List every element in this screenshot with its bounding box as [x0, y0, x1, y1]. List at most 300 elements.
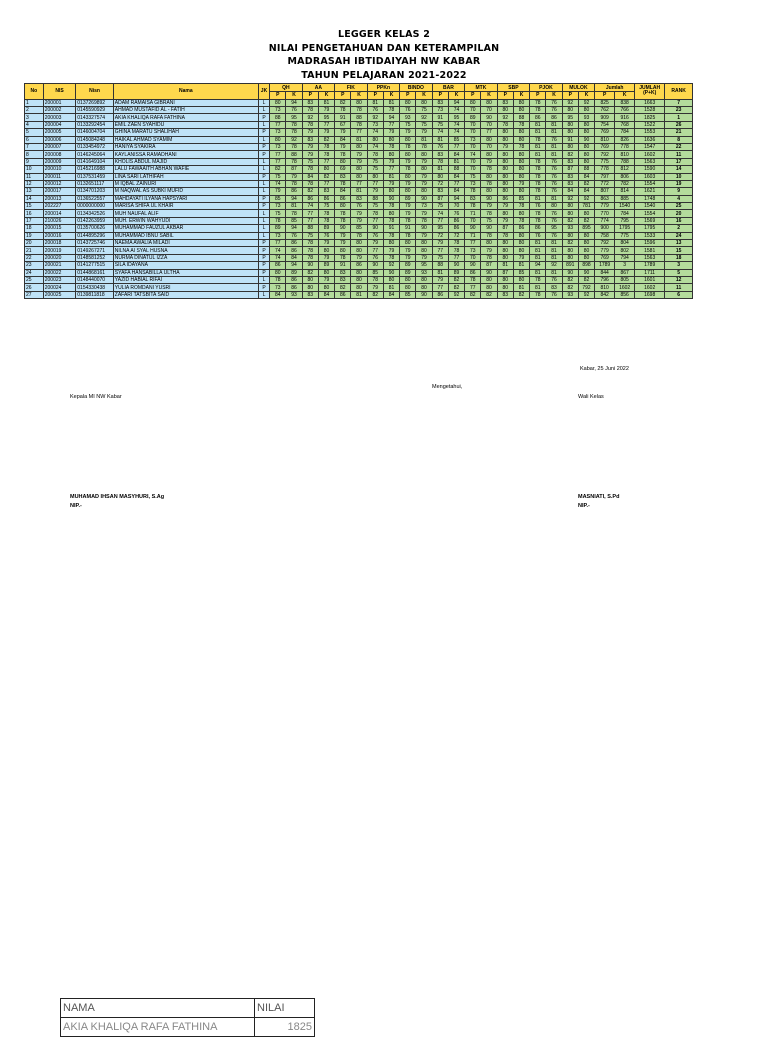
cell-score: 80: [481, 151, 497, 158]
cell-rank: 15: [665, 247, 693, 254]
cell-nama: LINA SARI LATHIFAH: [113, 173, 258, 180]
cell-jk: L: [258, 276, 269, 283]
cell-score: 78: [367, 276, 383, 283]
table-row: [25, 151, 693, 158]
cell-nis: 200014: [43, 210, 76, 217]
legger-table: [24, 83, 693, 299]
place-date: Kabar, 25 Juni 2022: [580, 366, 629, 372]
cell-jk: L: [258, 136, 269, 143]
cell-score: 83: [432, 151, 448, 158]
cell-score: 79: [400, 129, 416, 136]
cell-score: 83: [432, 99, 448, 106]
cell-jk: L: [258, 121, 269, 128]
cell-score: 80: [497, 247, 513, 254]
cell-score: 77: [465, 284, 481, 291]
cell-score: 80: [481, 136, 497, 143]
cell-score: 79: [481, 247, 497, 254]
cell-total: 1596: [635, 240, 665, 247]
cell-score: 83: [302, 291, 318, 298]
header-subject: FIK: [335, 84, 368, 92]
cell-score: 82: [335, 284, 351, 291]
cell-total: 1621: [635, 188, 665, 195]
cell-score: 82: [335, 99, 351, 106]
cell-score: 80: [497, 151, 513, 158]
header-subject: Jumlah: [595, 84, 635, 92]
cell-score: 78: [481, 254, 497, 261]
cell-score: 73: [465, 180, 481, 187]
table-row: [25, 262, 693, 269]
cell-nama: ADAM RAMAISA GIBRANI: [113, 99, 258, 106]
cell-score: 74: [465, 151, 481, 158]
cell-score: 83: [497, 291, 513, 298]
cell-score: 70: [465, 121, 481, 128]
cell-score: 85: [400, 291, 416, 298]
cell-score: 78: [302, 180, 318, 187]
cell-score: 812: [615, 166, 635, 173]
cell-jk: L: [258, 158, 269, 165]
header-k: K: [351, 92, 367, 100]
cell-nama: M NAQWAL AS SUBKI MUFID: [113, 188, 258, 195]
cell-nis: 200020: [43, 254, 76, 261]
cell-score: 81: [286, 203, 302, 210]
cell-score: 79: [318, 276, 334, 283]
cell-score: 769: [595, 254, 615, 261]
cell-score: 79: [383, 129, 399, 136]
cell-score: 86: [448, 225, 464, 232]
cell-score: 91: [335, 114, 351, 121]
cell-score: 79: [335, 232, 351, 239]
cell-nisn: 0132651117: [76, 180, 114, 187]
cell-score: 93: [416, 269, 432, 276]
cell-score: 78: [530, 217, 546, 224]
cell-nisn: 0143327574: [76, 114, 114, 121]
cell-score: 77: [432, 284, 448, 291]
cell-score: 78: [383, 254, 399, 261]
title-line-3: MADRASAH IBTIDAIYAH NW KABAR: [287, 56, 481, 67]
cell-rank: 14: [665, 166, 693, 173]
cell-nama: MUH NAUFAL ALIF: [113, 210, 258, 217]
cell-nama: MUHAMMAD IBNU SABIL: [113, 232, 258, 239]
cell-score: 83: [562, 180, 578, 187]
cell-score: 77: [270, 121, 286, 128]
title-line-4: TAHUN PELAJARAN 2021-2022: [301, 69, 467, 81]
cell-score: 78: [302, 247, 318, 254]
cell-score: 83: [562, 173, 578, 180]
cell-score: 80: [481, 276, 497, 283]
nilai-table: [60, 998, 315, 1037]
cell-score: 92: [578, 99, 594, 106]
cell-score: 89: [465, 114, 481, 121]
cell-score: 84: [270, 291, 286, 298]
cell-score: 80: [546, 203, 562, 210]
cell-score: 792: [595, 151, 615, 158]
cell-jk: P: [258, 173, 269, 180]
cell-rank: 11: [665, 284, 693, 291]
cell-score: 81: [497, 262, 513, 269]
table-row: [25, 284, 693, 291]
cell-rank: 23: [665, 106, 693, 113]
cell-score: 78: [530, 276, 546, 283]
cell-score: 91: [432, 114, 448, 121]
cell-score: 95: [546, 225, 562, 232]
cell-score: 80: [513, 247, 529, 254]
cell-score: 80: [383, 240, 399, 247]
cell-score: 67: [335, 121, 351, 128]
cell-score: 84: [335, 188, 351, 195]
kepala-name: MUHAMAD IHSAN MASYHURI, S.Ag: [70, 494, 165, 500]
cell-score: 80: [351, 284, 367, 291]
cell-score: 81: [513, 262, 529, 269]
cell-score: 80: [351, 240, 367, 247]
cell-score: 85: [513, 195, 529, 202]
cell-score: 89: [318, 225, 334, 232]
cell-score: 76: [546, 291, 562, 298]
cell-score: 84: [335, 136, 351, 143]
cell-no: 16: [25, 210, 44, 217]
cell-score: 78: [465, 203, 481, 210]
cell-score: 78: [416, 217, 432, 224]
header-p: P: [465, 92, 481, 100]
cell-score: 92: [448, 291, 464, 298]
cell-score: 80: [302, 284, 318, 291]
header-k: K: [513, 92, 529, 100]
cell-score: 79: [416, 129, 432, 136]
header-p: P: [497, 92, 513, 100]
cell-score: 94: [530, 262, 546, 269]
cell-score: 79: [432, 240, 448, 247]
cell-score: 79: [335, 240, 351, 247]
cell-nis: 200002: [43, 106, 76, 113]
cell-nis: 200003: [43, 114, 76, 121]
cell-rank: 10: [665, 173, 693, 180]
cell-score: 814: [615, 188, 635, 195]
cell-score: 86: [513, 225, 529, 232]
cell-score: 80: [562, 121, 578, 128]
cell-score: 895: [578, 225, 594, 232]
table-row: [25, 195, 693, 202]
cell-rank: 19: [665, 180, 693, 187]
cell-score: 81: [546, 240, 562, 247]
cell-score: 80: [497, 106, 513, 113]
cell-score: 75: [400, 121, 416, 128]
cell-score: 70: [465, 106, 481, 113]
cell-score: 80: [578, 158, 594, 165]
cell-score: 92: [286, 136, 302, 143]
cell-score: 779: [595, 247, 615, 254]
cell-no: 21: [25, 247, 44, 254]
cell-score: 76: [432, 143, 448, 150]
header-k: K: [546, 92, 562, 100]
cell-score: 79: [400, 254, 416, 261]
cell-nama: HANIYA SYAKIRA: [113, 143, 258, 150]
cell-score: 795: [615, 217, 635, 224]
cell-score: 76: [546, 217, 562, 224]
cell-score: 90: [465, 262, 481, 269]
cell-score: 80: [497, 158, 513, 165]
cell-score: 85: [367, 269, 383, 276]
cell-score: 81: [530, 284, 546, 291]
cell-total: 1603: [635, 173, 665, 180]
cell-score: 78: [513, 203, 529, 210]
cell-score: 78: [335, 254, 351, 261]
table-row: [25, 173, 693, 180]
cell-score: 79: [432, 276, 448, 283]
cell-score: 78: [335, 151, 351, 158]
cell-score: 78: [465, 188, 481, 195]
cell-score: 78: [335, 210, 351, 217]
cell-score: 80: [578, 106, 594, 113]
cell-score: 80: [562, 232, 578, 239]
cell-jk: P: [258, 195, 269, 202]
cell-score: 77: [318, 158, 334, 165]
cell-score: 3: [615, 262, 635, 269]
cell-score: 90: [367, 262, 383, 269]
cell-score: 810: [615, 151, 635, 158]
cell-score: 80: [351, 99, 367, 106]
cell-score: 82: [302, 269, 318, 276]
cell-score: 77: [465, 240, 481, 247]
cell-score: 80: [351, 269, 367, 276]
cell-score: 74: [270, 254, 286, 261]
cell-score: 79: [302, 151, 318, 158]
cell-score: 88: [432, 262, 448, 269]
cell-score: 90: [416, 225, 432, 232]
cell-total: 1698: [635, 291, 665, 298]
cell-score: 78: [302, 121, 318, 128]
cell-no: 17: [25, 217, 44, 224]
cell-score: 80: [400, 136, 416, 143]
cell-total: 1581: [635, 247, 665, 254]
cell-no: 18: [25, 225, 44, 232]
cell-nisn: 0133292454: [76, 121, 114, 128]
cell-score: 77: [270, 240, 286, 247]
cell-rank: 24: [665, 232, 693, 239]
cell-nisn: 0141649104: [76, 158, 114, 165]
cell-score: 81: [432, 166, 448, 173]
cell-nama: NAEMA AWALIA MILADI: [113, 240, 258, 247]
cell-score: 79: [302, 143, 318, 150]
cell-score: 78: [383, 106, 399, 113]
cell-score: 781: [578, 203, 594, 210]
cell-nisn: 0142263959: [76, 217, 114, 224]
cell-score: 74: [448, 129, 464, 136]
cell-score: 80: [513, 276, 529, 283]
cell-score: 797: [595, 173, 615, 180]
cell-score: 79: [318, 240, 334, 247]
cell-score: 78: [318, 210, 334, 217]
cell-score: 80: [578, 151, 594, 158]
cell-nisn: 0133454972: [76, 143, 114, 150]
cell-score: 88: [302, 225, 318, 232]
cell-nama: KAYLANISSA RAMADHANI: [113, 151, 258, 158]
header-p: P: [595, 92, 615, 100]
cell-score: 84: [302, 173, 318, 180]
cell-score: 94: [448, 99, 464, 106]
cell-score: 76: [546, 99, 562, 106]
cell-score: 77: [302, 210, 318, 217]
cell-jk: P: [258, 262, 269, 269]
cell-score: 80: [351, 247, 367, 254]
cell-score: 80: [416, 247, 432, 254]
header-p: P: [530, 92, 546, 100]
header-k: K: [615, 92, 635, 100]
cell-score: 86: [465, 269, 481, 276]
cell-score: 80: [318, 284, 334, 291]
cell-score: 78: [383, 232, 399, 239]
cell-score: 80: [578, 232, 594, 239]
cell-score: 78: [302, 166, 318, 173]
cell-score: 81: [546, 121, 562, 128]
cell-score: 80: [562, 254, 578, 261]
cell-nisn: 0135700626: [76, 225, 114, 232]
cell-no: 26: [25, 284, 44, 291]
cell-score: 80: [497, 284, 513, 291]
cell-score: 782: [615, 180, 635, 187]
cell-score: 74: [302, 203, 318, 210]
cell-score: 79: [351, 254, 367, 261]
cell-score: 88: [513, 114, 529, 121]
cell-nisn: 0144895296: [76, 232, 114, 239]
cell-score: 78: [530, 210, 546, 217]
cell-score: 81: [530, 121, 546, 128]
cell-nis: 200017: [43, 188, 76, 195]
cell-score: 73: [270, 232, 286, 239]
cell-score: 75: [302, 232, 318, 239]
cell-jk: L: [258, 210, 269, 217]
cell-score: 87: [432, 195, 448, 202]
cell-score: 80: [562, 247, 578, 254]
cell-score: 80: [400, 284, 416, 291]
cell-score: 79: [513, 254, 529, 261]
cell-score: 83: [351, 195, 367, 202]
cell-score: 92: [383, 262, 399, 269]
cell-total: 1554: [635, 210, 665, 217]
cell-score: 78: [448, 247, 464, 254]
table-row: [25, 232, 693, 239]
cell-nisn: 0154330438: [76, 284, 114, 291]
cell-score: 90: [481, 269, 497, 276]
cell-score: 78: [481, 232, 497, 239]
cell-rank: 18: [665, 254, 693, 261]
cell-score: 1540: [615, 203, 635, 210]
cell-score: 79: [416, 173, 432, 180]
cell-score: 82: [318, 173, 334, 180]
cell-score: 80: [383, 188, 399, 195]
cell-score: 86: [546, 114, 562, 121]
cell-score: 78: [416, 143, 432, 150]
cell-score: 90: [448, 262, 464, 269]
cell-score: 84: [448, 151, 464, 158]
header-jumlah-pk: JUMLAH (P+K): [635, 84, 665, 100]
cell-jk: P: [258, 240, 269, 247]
cell-score: 72: [432, 232, 448, 239]
cell-score: 82: [578, 180, 594, 187]
cell-score: 84: [318, 291, 334, 298]
cell-score: 77: [432, 247, 448, 254]
cell-nis: 200008: [43, 151, 76, 158]
header-subject: SBP: [497, 84, 530, 92]
cell-score: 78: [497, 121, 513, 128]
cell-nis: 200018: [43, 240, 76, 247]
header-subject: BAR: [432, 84, 465, 92]
cell-score: 75: [481, 217, 497, 224]
cell-score: 70: [481, 143, 497, 150]
cell-score: 86: [286, 240, 302, 247]
cell-score: 79: [351, 158, 367, 165]
cell-score: 88: [286, 151, 302, 158]
table-row: [25, 166, 693, 173]
cell-score: 78: [351, 121, 367, 128]
cell-nama: KHOLIS ABDUL MAJID: [113, 158, 258, 165]
cell-score: 80: [497, 254, 513, 261]
document-title: [0, 28, 768, 82]
cell-score: 769: [595, 129, 615, 136]
cell-nisn: 0137531459: [76, 173, 114, 180]
cell-no: 25: [25, 276, 44, 283]
cell-score: 74: [432, 210, 448, 217]
cell-score: 77: [318, 180, 334, 187]
cell-score: 89: [318, 262, 334, 269]
cell-rank: 13: [665, 240, 693, 247]
cell-no: 5: [25, 129, 44, 136]
cell-no: 24: [25, 269, 44, 276]
nilai-table-header: [61, 999, 315, 1018]
cell-score: 86: [335, 291, 351, 298]
table-row: [25, 269, 693, 276]
cell-score: 80: [416, 188, 432, 195]
cell-score: 83: [465, 195, 481, 202]
cell-nisn: 0137269892: [76, 99, 114, 106]
cell-score: 86: [286, 247, 302, 254]
header-p: P: [400, 92, 416, 100]
cell-score: 80: [513, 151, 529, 158]
cell-score: 78: [286, 129, 302, 136]
cell-score: 80: [351, 173, 367, 180]
cell-score: 80: [383, 151, 399, 158]
cell-total: 1748: [635, 195, 665, 202]
cell-score: 78: [481, 166, 497, 173]
cell-score: 77: [383, 121, 399, 128]
cell-total: 1547: [635, 143, 665, 150]
cell-nama: NURMA DINATUL IZZA: [113, 254, 258, 261]
cell-score: 80: [416, 99, 432, 106]
header-subject: MTK: [465, 84, 498, 92]
cell-score: 81: [432, 136, 448, 143]
cell-score: 79: [400, 158, 416, 165]
cell-score: 80: [513, 99, 529, 106]
cell-score: 81: [530, 247, 546, 254]
cell-jk: P: [258, 151, 269, 158]
cell-score: 80: [400, 151, 416, 158]
cell-score: 804: [615, 240, 635, 247]
cell-nisn: 0149267271: [76, 247, 114, 254]
cell-score: 71: [465, 210, 481, 217]
cell-score: 79: [318, 129, 334, 136]
cell-score: 86: [286, 284, 302, 291]
cell-nisn: 0134701203: [76, 188, 114, 195]
cell-score: 78: [400, 143, 416, 150]
cell-score: 90: [481, 225, 497, 232]
cell-score: 81: [432, 269, 448, 276]
cell-score: 80: [513, 136, 529, 143]
cell-score: 85: [448, 136, 464, 143]
cell-score: 79: [416, 158, 432, 165]
cell-score: 84: [383, 291, 399, 298]
cell-jk: L: [258, 291, 269, 298]
cell-score: 78: [286, 143, 302, 150]
cell-score: 75: [318, 203, 334, 210]
table-row: [25, 121, 693, 128]
